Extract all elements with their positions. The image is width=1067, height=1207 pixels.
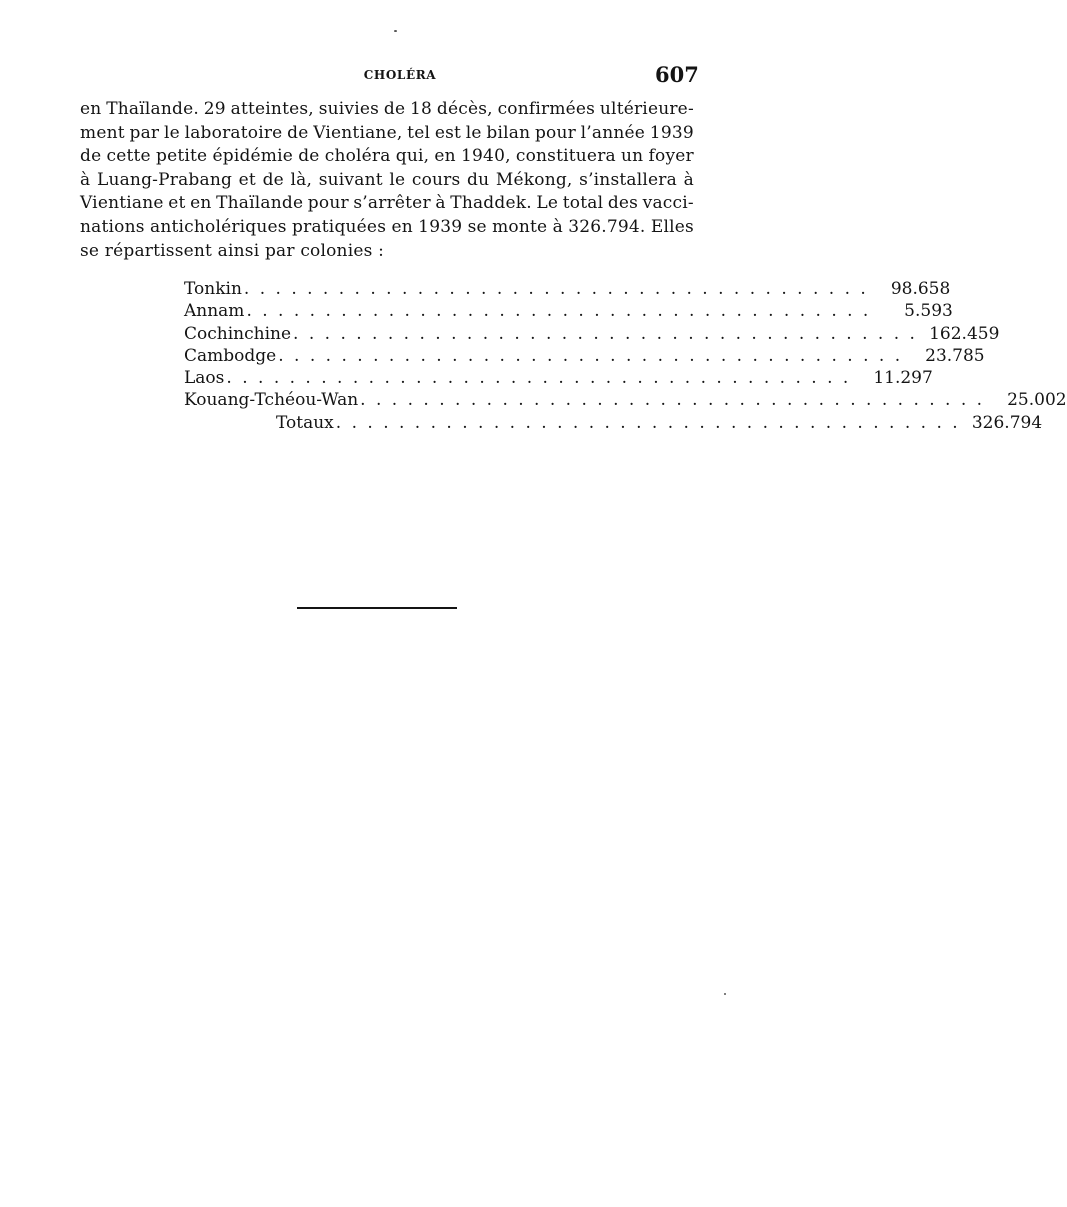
word: ultérieure- <box>599 99 694 119</box>
word: 326.794. <box>568 216 646 237</box>
word: épidémie <box>212 146 294 167</box>
word: Le <box>536 193 559 214</box>
word: décès, <box>436 99 493 119</box>
word: des <box>607 193 639 214</box>
word: 1939 <box>649 122 694 143</box>
row-label: Annam <box>184 301 245 322</box>
scan-speck <box>394 30 397 32</box>
word: par <box>129 122 160 143</box>
row-label: Cochinchine <box>184 323 292 344</box>
word: le <box>465 122 482 143</box>
word: ment <box>80 122 125 143</box>
leader-dots: . . . . . . . . . . . . . . . . . . . . . . . . . . . . . . . . . . . . . . . . <box>246 301 871 322</box>
table-row <box>184 389 1067 411</box>
table-row <box>184 300 953 322</box>
word: Luang-Prabang <box>96 169 233 190</box>
word: pour <box>307 193 349 214</box>
total-value: 326.794 <box>971 412 1043 433</box>
word: Thaïlande <box>216 193 304 214</box>
word: s’arrêter <box>353 193 431 214</box>
word: le <box>389 169 406 190</box>
word: s’installera <box>579 169 677 190</box>
leader-dots: . . . . . . . . . . . . . . . . . . . . . . . . . . . . . . . . . . . . . . . . <box>360 390 985 411</box>
paragraph-line <box>80 169 694 193</box>
row-value: 162.459 <box>929 323 1000 344</box>
table-row <box>184 367 933 389</box>
table-row <box>184 278 951 300</box>
word: 18 <box>410 99 433 119</box>
row-label: Tonkin <box>184 279 242 299</box>
word: nations <box>80 216 145 237</box>
word: de <box>383 99 406 119</box>
word: à <box>683 169 694 190</box>
word: un <box>621 146 644 167</box>
word: cette <box>106 146 151 167</box>
word: tel <box>407 122 431 143</box>
paragraph-line <box>80 122 694 146</box>
paragraph-line <box>80 98 694 122</box>
word: 1940, <box>461 146 511 167</box>
leader-dots: . . . . . . . . . . . . . . . . . . . . . . . . . . . . . . . . . . . . . . . . <box>243 279 869 299</box>
word: et <box>238 169 256 190</box>
row-value: 25.002 <box>1007 390 1067 411</box>
word: petite <box>156 146 208 167</box>
word: Vientiane, <box>313 122 403 143</box>
word: Thaddek. <box>450 193 532 214</box>
word: choléra <box>324 146 391 167</box>
word: foyer <box>648 146 694 167</box>
leader-dots: . . . . . . . . . . . . . . . . . . . . . . . . . . . . . . . . . . . . . . . . <box>335 412 961 433</box>
page-number: 607 <box>655 62 699 87</box>
word: là, <box>290 169 313 190</box>
word: suivant <box>318 169 383 190</box>
word: constituera <box>515 146 616 167</box>
word: anticholériques <box>149 216 287 237</box>
word: Thaïlande. <box>106 99 199 119</box>
word: de <box>298 146 320 167</box>
row-value: 11.297 <box>873 368 933 389</box>
word: de <box>287 122 309 143</box>
word: suivies <box>318 99 380 119</box>
row-value: 5.593 <box>904 301 953 322</box>
body-paragraph <box>80 98 694 263</box>
word: vacci- <box>642 193 694 214</box>
word: à <box>435 193 446 214</box>
paragraph-line <box>80 192 694 216</box>
word: de <box>80 146 102 167</box>
word: Mékong, <box>495 169 573 190</box>
total-label: Totaux <box>276 412 334 433</box>
word: et <box>168 193 186 214</box>
paragraph-line <box>80 145 694 169</box>
word: à <box>80 169 91 190</box>
word: pour <box>534 122 576 143</box>
word: est <box>434 122 462 143</box>
word: confirmées <box>497 99 596 119</box>
word: du <box>467 169 490 190</box>
vaccination-table <box>184 278 1067 434</box>
word: bilan <box>486 122 531 143</box>
word: en <box>434 146 456 167</box>
word: en <box>80 99 102 119</box>
leader-dots: . . . . . . . . . . . . . . . . . . . . . . . . . . . . . . . . . . . . . . . . <box>226 368 851 389</box>
running-head: CHOLÉRA <box>363 68 437 82</box>
word: qui, <box>395 146 430 167</box>
word: en <box>190 193 212 214</box>
paragraph-line: se répartissent ainsi par colonies : <box>80 240 385 261</box>
leader-dots: . . . . . . . . . . . . . . . . . . . . . . . . . . . . . . . . . . . . . . . . <box>293 323 918 344</box>
word: l’année <box>580 122 646 143</box>
word: le <box>163 122 180 143</box>
row-label: Laos <box>184 368 225 389</box>
section-divider <box>297 607 457 609</box>
word: 1939 <box>418 216 463 237</box>
word: monte <box>492 216 548 237</box>
word: de <box>262 169 284 190</box>
row-label: Cambodge <box>184 345 277 366</box>
row-label: Kouang-Tchéou-Wan <box>184 390 359 411</box>
word: à <box>552 216 563 237</box>
paragraph-line <box>80 216 694 240</box>
leader-dots: . . . . . . . . . . . . . . . . . . . . . . . . . . . . . . . . . . . . . . . . <box>278 345 903 366</box>
total-row <box>184 412 1043 434</box>
word: atteintes, <box>230 99 314 119</box>
word: cours <box>411 169 461 190</box>
word: laboratoire <box>184 122 283 143</box>
row-value: 98.658 <box>890 279 951 299</box>
table-row <box>184 345 985 367</box>
scan-speck <box>724 993 726 995</box>
word: se <box>467 216 487 237</box>
word: Vientiane <box>80 193 164 214</box>
word: Elles <box>650 216 694 237</box>
table-row <box>184 323 1000 345</box>
row-value: 23.785 <box>925 345 985 366</box>
word: en <box>391 216 413 237</box>
word: pratiquées <box>292 216 387 237</box>
word: 29 <box>203 99 226 119</box>
word: total <box>562 193 604 214</box>
